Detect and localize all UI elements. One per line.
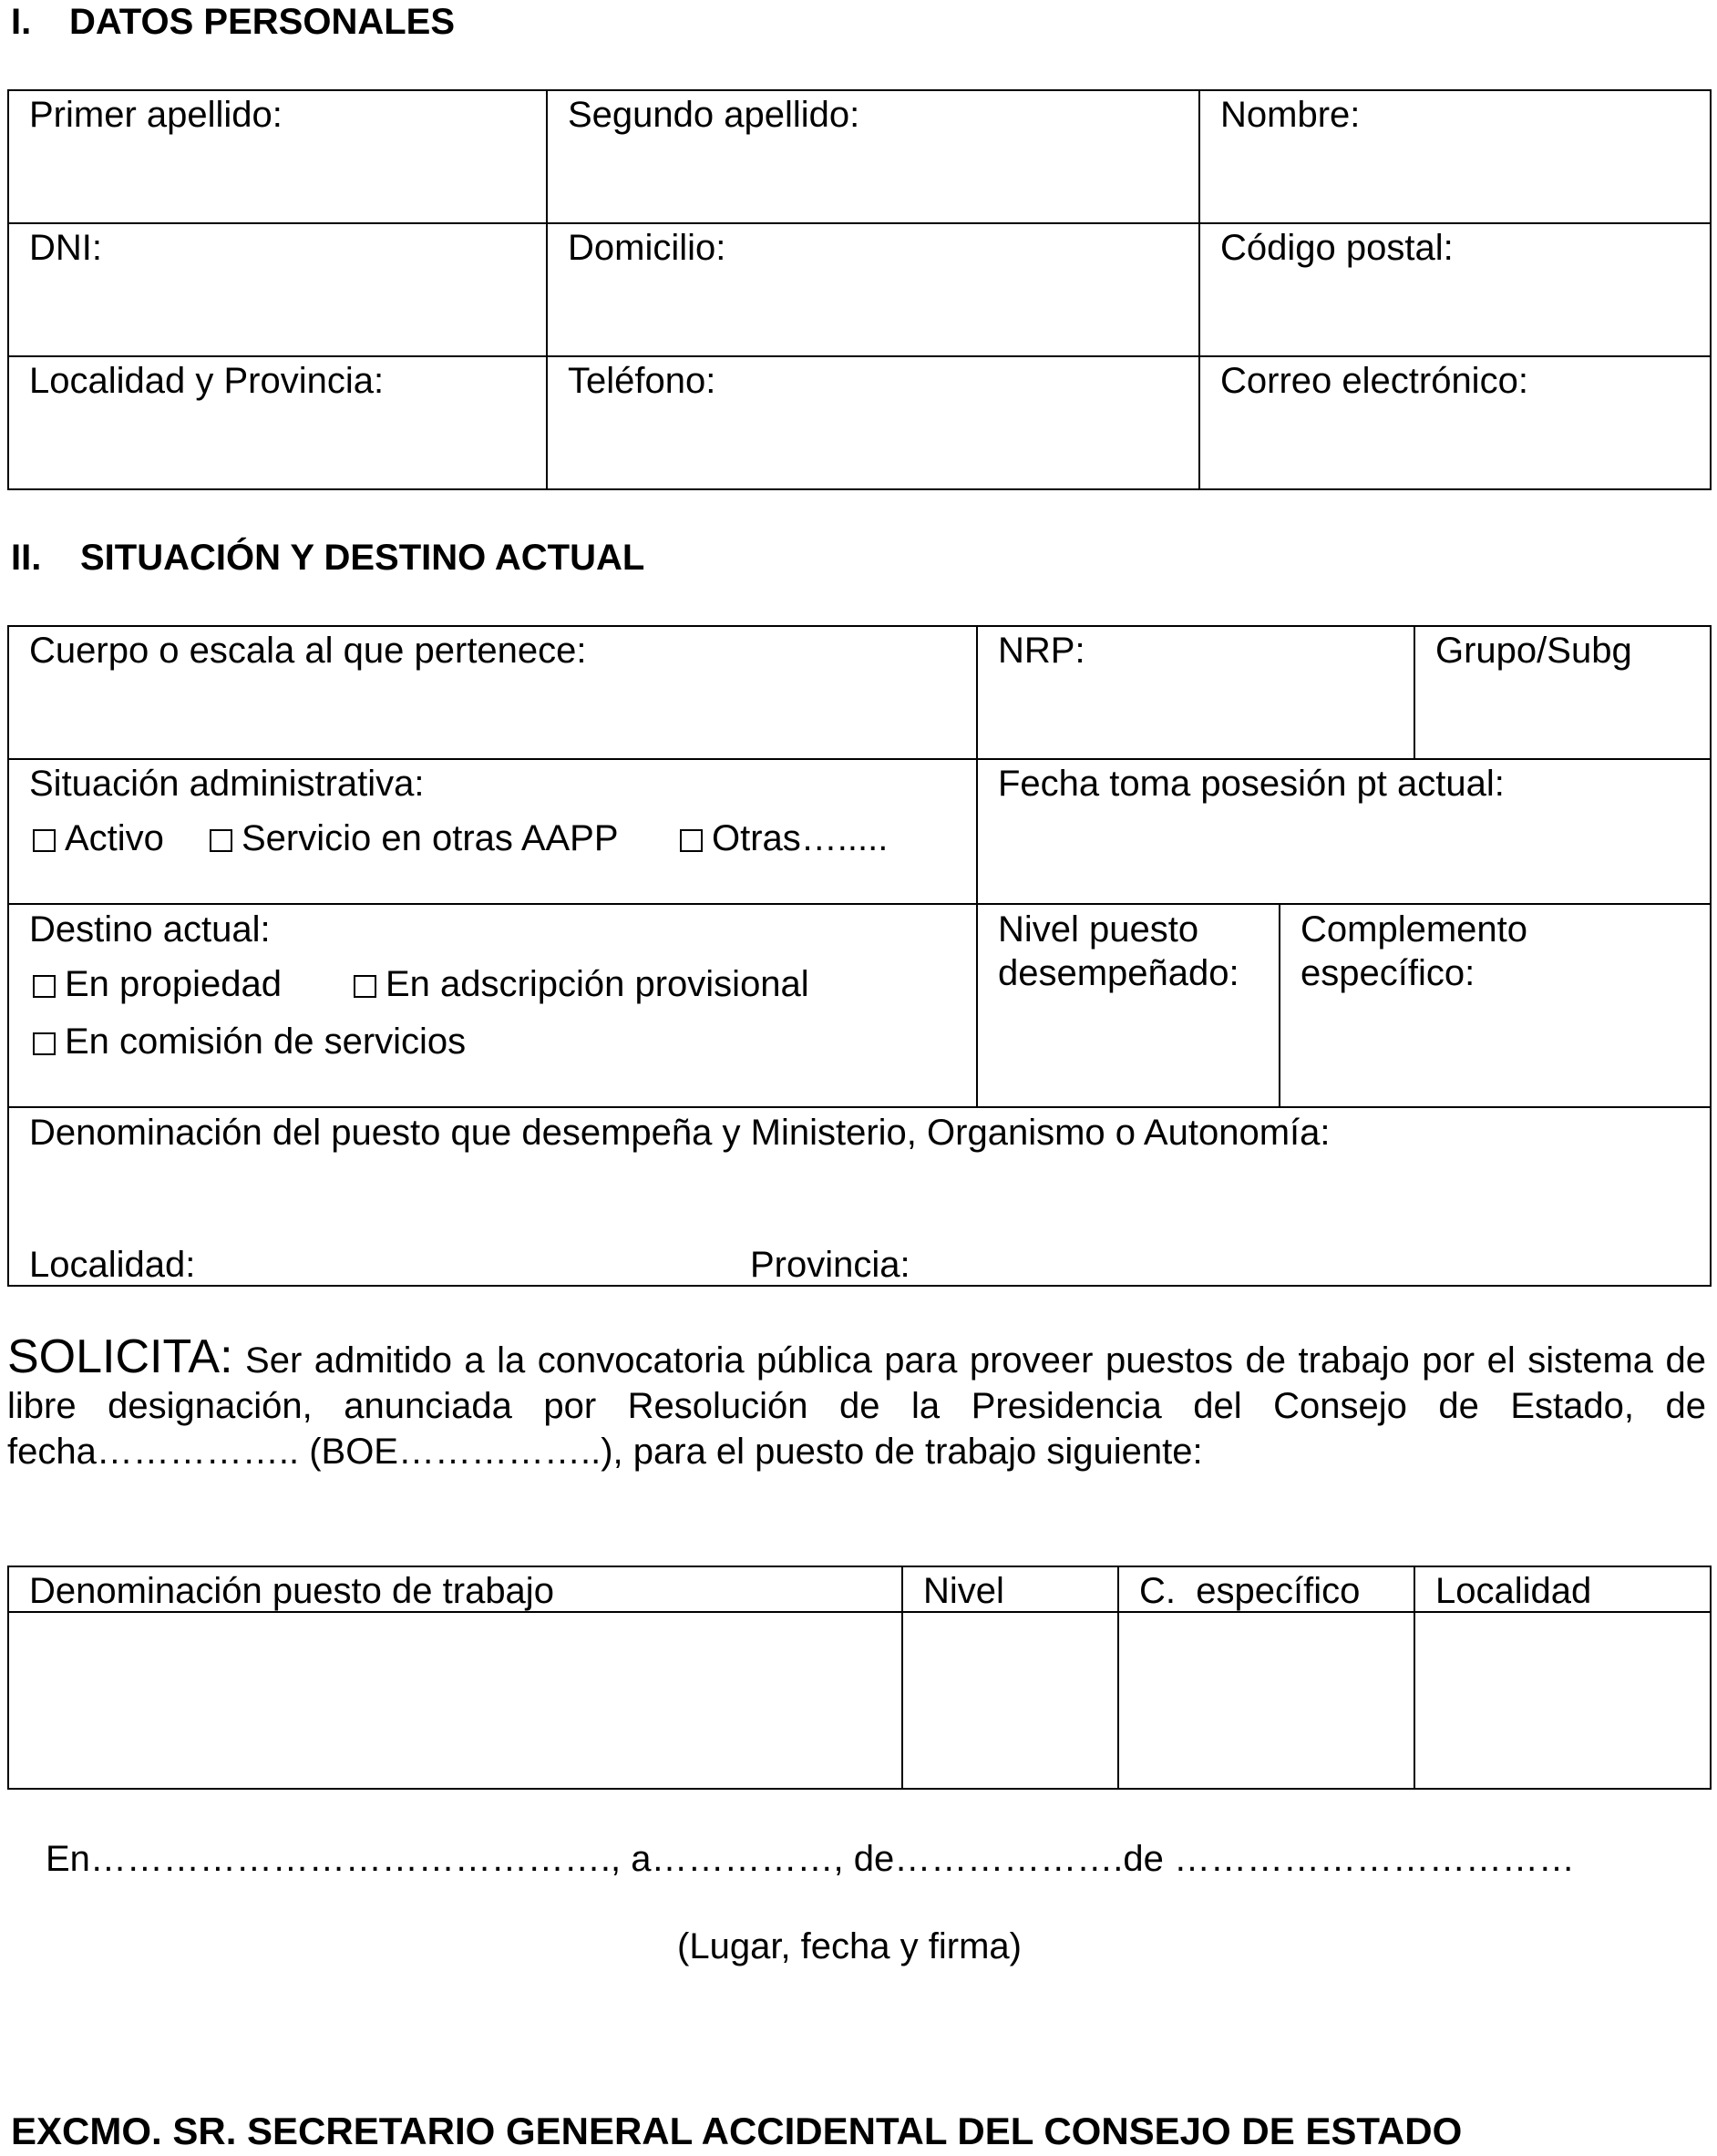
correo-field[interactable]: Correo electrónico: [1220,361,1528,401]
destino-option-comision[interactable]: En comisión de servicios [33,1023,466,1060]
table-divider [7,1106,1712,1108]
table-divider [7,222,1712,224]
checkbox-icon[interactable] [33,1032,56,1055]
input-denominacion[interactable] [11,1615,900,1788]
telefono-field[interactable]: Teléfono: [568,361,716,401]
personal-data-table [7,89,1712,490]
denominacion-field[interactable]: Denominación del puesto que desempeña y Ministerio, Organismo o Autonomía: [29,1113,1331,1153]
nrp-field[interactable]: NRP: [998,631,1085,671]
table-divider [901,1566,903,1790]
table-divider [7,355,1712,357]
fecha-toma-field[interactable]: Fecha toma posesión pt actual: [998,764,1505,804]
table-divider [1117,1566,1119,1790]
localidad-field[interactable]: Localidad: [29,1245,196,1285]
nivel-field-line1[interactable]: Nivel puesto [998,909,1199,950]
destino-label: Destino actual: [29,909,271,950]
section-1-numeral: I. [11,2,32,42]
section-2-numeral: II. [11,538,42,578]
destino-option-adscripcion[interactable]: En adscripción provisional [354,966,809,1002]
codigo-postal-field[interactable]: Código postal: [1220,228,1454,268]
table-divider [546,89,548,490]
table-divider [1198,89,1200,490]
situacion-option-servicio[interactable]: Servicio en otras AAPP [210,820,619,857]
solicita-label: SOLICITA: [7,1330,233,1383]
checkbox-icon[interactable] [354,975,376,998]
situacion-label: Situación administrativa: [29,764,425,804]
domicilio-field[interactable]: Domicilio: [568,228,726,268]
primer-apellido-field[interactable]: Primer apellido: [29,95,283,135]
solicita-text: Ser admitido a la convocatoria pública para proveer puestos de trabajo por el sistema de libre designación, anunciada por Resolución de la Presidencia del Consejo de Estado, de fecha…………….. (BOE……………..), para el puesto de trabajo siguiente: [7,1340,1706,1472]
checkbox-icon[interactable] [210,829,232,852]
solicita-paragraph [7,1330,1706,1474]
checkbox-icon[interactable] [33,829,56,852]
table-divider [7,758,1712,760]
input-localidad[interactable] [1417,1615,1708,1788]
table-divider [976,625,978,1106]
complemento-field-line2[interactable]: específico: [1301,953,1475,993]
situacion-option-otras[interactable]: Otras…..... [680,820,888,857]
table-divider [1279,903,1280,1106]
table-divider [7,903,1712,905]
input-c-especifico[interactable] [1121,1615,1412,1788]
grupo-field[interactable]: Grupo/Subg [1435,631,1632,671]
table-divider [1414,625,1415,758]
header-localidad: Localidad [1435,1571,1592,1611]
dni-field[interactable]: DNI: [29,228,102,268]
signature-caption: (Lugar, fecha y firma) [677,1926,1022,1966]
table-divider [1414,1566,1415,1790]
checkbox-icon[interactable] [33,975,56,998]
segundo-apellido-field[interactable]: Segundo apellido: [568,95,860,135]
checkbox-icon[interactable] [680,829,703,852]
situacion-option-activo[interactable]: Activo [33,820,164,857]
place-date-line[interactable]: En……………………………………., a……………, de……………….de …………………………… [46,1839,1575,1879]
input-nivel[interactable] [905,1615,1116,1788]
complemento-field-line1[interactable]: Complemento [1301,909,1528,950]
cuerpo-field[interactable]: Cuerpo o escala al que pertenece: [29,631,587,671]
provincia-field[interactable]: Provincia: [750,1245,910,1285]
section-2-title: SITUACIÓN Y DESTINO ACTUAL [80,538,645,578]
header-c-especifico: C. específico [1139,1571,1361,1611]
section-1-title: DATOS PERSONALES [69,2,456,42]
header-denominacion: Denominación puesto de trabajo [29,1571,554,1611]
nivel-field-line2[interactable]: desempeñado: [998,953,1239,993]
header-nivel: Nivel [923,1571,1004,1611]
addressee: EXCMO. SR. SECRETARIO GENERAL ACCIDENTAL DEL CONSEJO DE ESTADO [11,2110,1463,2152]
localidad-provincia-field[interactable]: Localidad y Provincia: [29,361,385,401]
table-divider [7,1611,1712,1613]
destino-option-propiedad[interactable]: En propiedad [33,966,282,1002]
nombre-field[interactable]: Nombre: [1220,95,1361,135]
